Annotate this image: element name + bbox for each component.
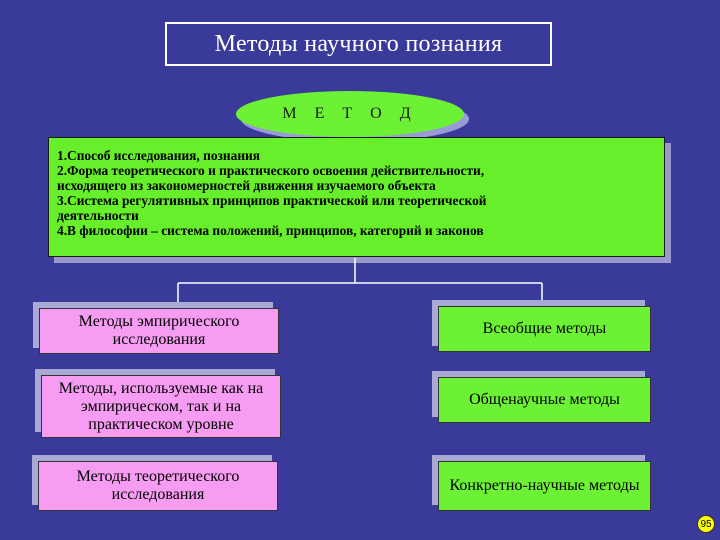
theoretical-methods-box: Методы теоретического исследования <box>38 461 278 511</box>
definition-line: 1.Способ исследования, познания <box>57 148 260 163</box>
definition-line: 3.Система регулятивных принципов практической или теоретической <box>57 193 487 208</box>
definition-line: 2.Форма теоретического и практического освоения действительности, <box>57 163 485 178</box>
universal-methods-box: Всеобщие методы <box>438 306 651 352</box>
general-scientific-methods-box: Общенаучные методы <box>438 377 651 423</box>
page-number-badge: 95 <box>697 515 715 533</box>
definition-line: исходящего из закономерностей движения изучаемого объекта <box>57 178 436 193</box>
definition-line: 4.В философии – система положений, принципов, категорий и законов <box>57 223 484 238</box>
specific-scientific-methods-box: Конкретно-научные методы <box>438 461 651 511</box>
empirical-methods-box: Методы эмпирического исследования <box>39 308 279 354</box>
definition-line: деятельности <box>57 208 139 223</box>
combined-level-methods-box: Методы, используемые как на эмпирическом, так и на практическом уровне <box>41 375 281 438</box>
page-title: Методы научного познания <box>165 22 552 66</box>
method-oval: М Е Т О Д <box>236 91 464 137</box>
